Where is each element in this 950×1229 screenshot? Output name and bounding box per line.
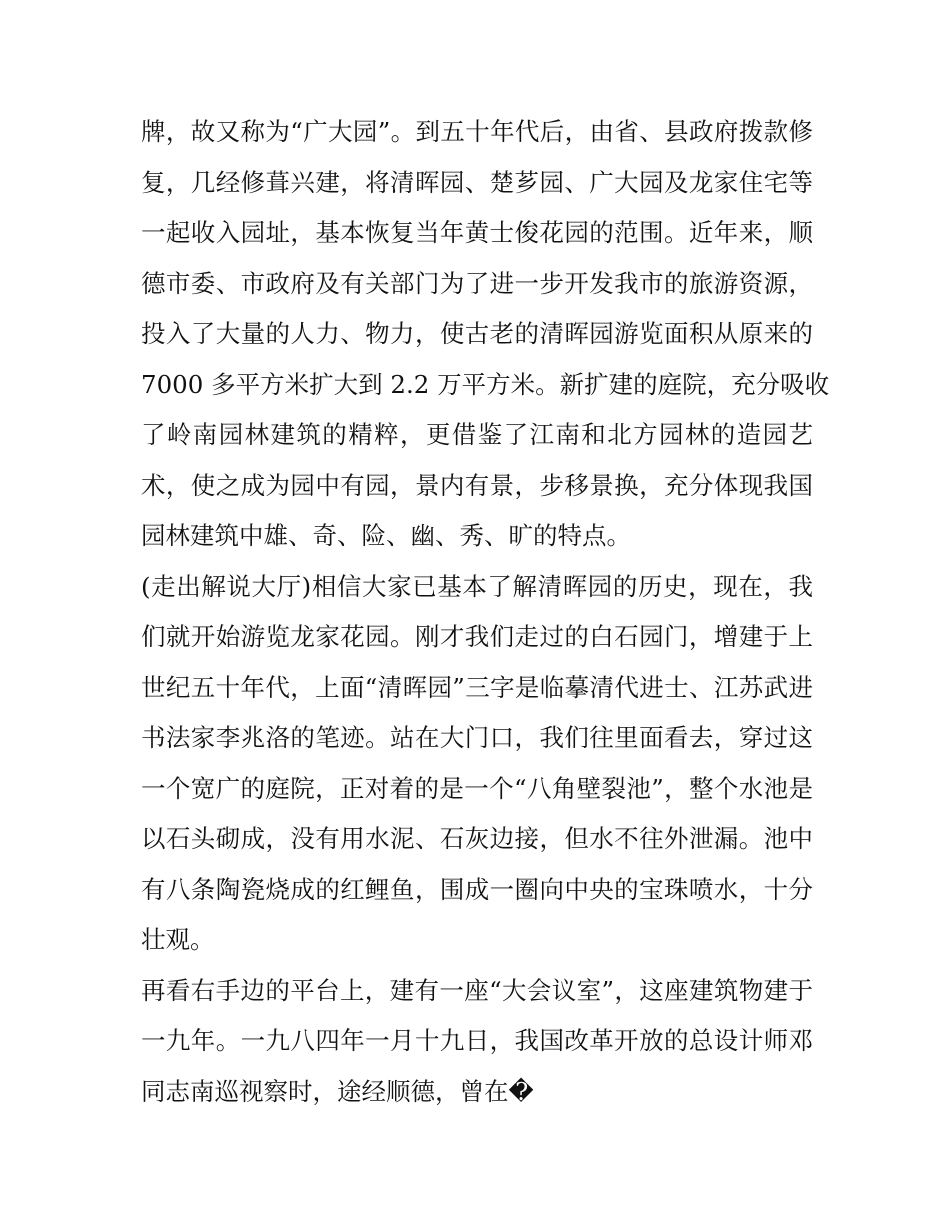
text-line: 复，几经修葺兴建，将清晖园、楚芗园、广大园及龙家住宅等 — [141, 167, 813, 197]
text-line: 以石头砌成，没有用水泥、石灰边接，但水不往外泄漏。池中 — [141, 824, 813, 853]
text-line: 同志南巡视察时，途经顺德，曾在� — [141, 1076, 534, 1106]
text-line: 了岭南园林建筑的精粹，更借鉴了江南和北方园林的造园艺 — [141, 420, 813, 449]
text-line: 们就开始游览龙家花园。刚才我们走过的白石园门，增建于上 — [141, 622, 813, 651]
text-line: 7000 多平方米扩大到 2.2 万平方米。新扩建的庭院，充分吸收 — [141, 369, 830, 399]
text-line: 一起收入园址，基本恢复当年黄士俊花园的范围。近年来，顺 — [141, 218, 813, 247]
text-line: 壮观。 — [141, 925, 215, 954]
text-line: 有八条陶瓷烧成的红鲤鱼，围成一圈向中央的宝珠喷水，十分 — [141, 874, 813, 904]
text-line: 一九年。一九八四年一月十九日，我国改革开放的总设计师邓 — [141, 1026, 813, 1055]
text-line: 德市委、市政府及有关部门为了进一步开发我市的旅游资源， — [141, 268, 813, 298]
text-line: 牌，故又称为“广大园”。到五十年代后，由省、县政府拨款修 — [141, 117, 813, 146]
text-line: 投入了大量的人力、物力，使古老的清晖园游览面积从原来的 — [141, 319, 813, 348]
document-body — [141, 107, 830, 1117]
text-line: 世纪五十年代，上面“清晖园”三字是临摹清代进士、江苏武进 — [141, 672, 813, 702]
text-line: 一个宽广的庭院，正对着的是一个“八角壁裂池”，整个水池是 — [141, 773, 813, 803]
text-line: (走出解说大厅)相信大家已基本了解清晖园的历史，现在，我 — [141, 571, 813, 601]
text-line: 园林建筑中雄、奇、险、幽、秀、旷的特点。 — [141, 521, 631, 550]
text-line: 再看右手边的平台上，建有一座“大会议室”，这座建筑物建于 — [141, 975, 813, 1005]
text-line: 书法家李兆洛的笔迹。站在大门口，我们往里面看去，穿过这 — [141, 723, 813, 752]
text-line: 术，使之成为园中有园，景内有景，步移景换，充分体现我国 — [141, 470, 813, 500]
